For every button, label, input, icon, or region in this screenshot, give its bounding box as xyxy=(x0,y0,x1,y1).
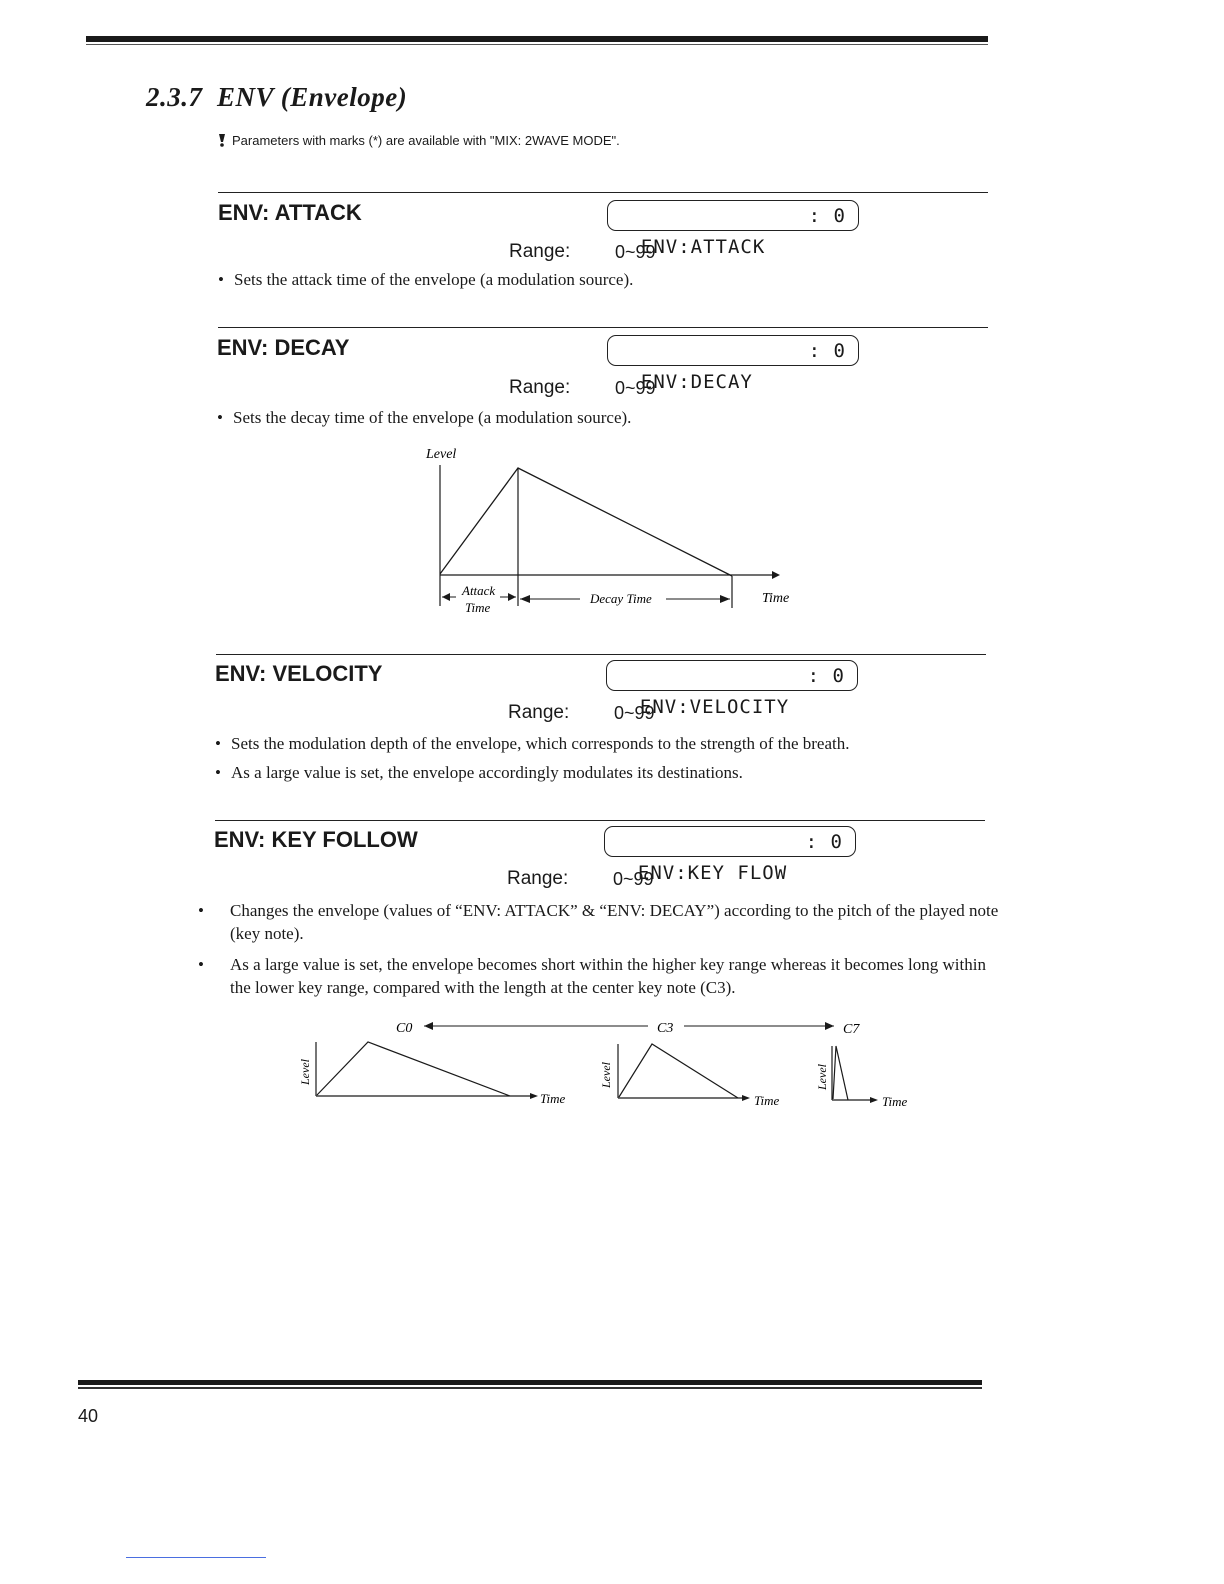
graph1-curve xyxy=(317,1042,510,1096)
lcd-value-attack: : 0 xyxy=(808,205,846,227)
graph3-time-label: Time xyxy=(882,1094,908,1109)
range-label-decay: Range: xyxy=(509,377,571,398)
env-attack-label: Attack xyxy=(462,583,496,598)
note-line xyxy=(218,133,620,148)
bullet-attack-1: • Sets the attack time of the envelope (a modulation source). xyxy=(218,270,634,289)
graph2-curve xyxy=(619,1044,738,1098)
graph2-time-label: Time xyxy=(754,1093,780,1108)
range-value-attack: 0~99 xyxy=(615,242,656,262)
bullet-keyfollow-2: • As a large value is set, the envelope becomes short within the higher key range whereas it becomes long within the lower key range, compared with the length at the center key note (C3). xyxy=(198,955,986,997)
top-rule xyxy=(86,36,988,42)
range-label-keyfollow: Range: xyxy=(507,868,569,889)
param-name-attack: ENV: ATTACK xyxy=(218,200,362,225)
graph2-level-label: Level xyxy=(599,1062,613,1088)
bullet-velocity-1: • Sets the modulation depth of the envelope, which corresponds to the strength of the breath. xyxy=(215,734,850,753)
param-rule-keyfollow xyxy=(215,820,985,821)
lcd-label-velocity: ENV:VELOCITY xyxy=(639,696,790,718)
section-number: 2.3.7 xyxy=(146,82,203,112)
keyfollow-diagram xyxy=(290,1010,930,1120)
graph3-curve xyxy=(833,1046,848,1100)
exclamation-icon xyxy=(218,134,226,147)
range-label-attack: Range: xyxy=(509,241,571,262)
param-name-velocity: ENV: VELOCITY xyxy=(215,661,383,686)
graph1-time-label: Time xyxy=(540,1091,566,1106)
env-curve xyxy=(440,468,732,576)
note-c0-label: C0 xyxy=(396,1021,413,1036)
graph1-level-label: Level xyxy=(298,1059,312,1085)
lcd-label-keyfollow: ENV:KEY FLOW xyxy=(637,862,788,884)
note-c7-label: C7 xyxy=(843,1022,860,1037)
range-label-velocity: Range: xyxy=(508,702,570,723)
link-underline xyxy=(126,1557,266,1558)
graph3-level-label: Level xyxy=(815,1064,829,1090)
bullet-keyfollow-1: • Changes the envelope (values of “ENV: ATTACK” & “ENV: DECAY”) according to the pitch of the played note (key note). xyxy=(198,901,999,943)
lcd-value-decay: : 0 xyxy=(808,340,846,362)
bullet-velocity-2: • As a large value is set, the envelope accordingly modulates its destinations. xyxy=(215,763,743,782)
page-number: 40 xyxy=(78,1406,99,1426)
env-x-arrow xyxy=(772,571,780,579)
env-level-label: Level xyxy=(426,447,457,462)
param-name-decay: ENV: DECAY xyxy=(217,335,350,360)
note-text: Parameters with marks (*) are available with "MIX: 2WAVE MODE". xyxy=(232,133,620,148)
env-time-label: Time xyxy=(762,591,790,606)
top-rule-thin xyxy=(86,44,988,45)
range-value-velocity: 0~99 xyxy=(614,703,655,723)
param-rule-decay xyxy=(218,327,988,328)
env-attack-time-label: Time xyxy=(465,600,491,615)
param-rule-attack xyxy=(218,192,988,193)
bullet-decay-1: • Sets the decay time of the envelope (a modulation source). xyxy=(217,408,632,427)
lcd-label-decay: ENV:DECAY xyxy=(640,371,753,393)
section-title xyxy=(146,82,407,113)
range-value-keyfollow: 0~99 xyxy=(613,869,654,889)
lcd-value-keyfollow: : 0 xyxy=(805,831,843,853)
param-name-keyfollow: ENV: KEY FOLLOW xyxy=(214,827,418,852)
range-value-decay: 0~99 xyxy=(615,378,656,398)
section-heading: ENV (Envelope) xyxy=(217,82,408,112)
param-rule-velocity xyxy=(216,654,986,655)
lcd-value-velocity: : 0 xyxy=(807,665,845,687)
bottom-rule-thin xyxy=(78,1387,982,1389)
bottom-rule xyxy=(78,1380,982,1385)
lcd-label-attack: ENV:ATTACK xyxy=(640,236,766,258)
env-decay-label: Decay Time xyxy=(590,591,652,606)
envelope-diagram xyxy=(420,440,810,625)
note-c3-label: C3 xyxy=(657,1021,674,1036)
